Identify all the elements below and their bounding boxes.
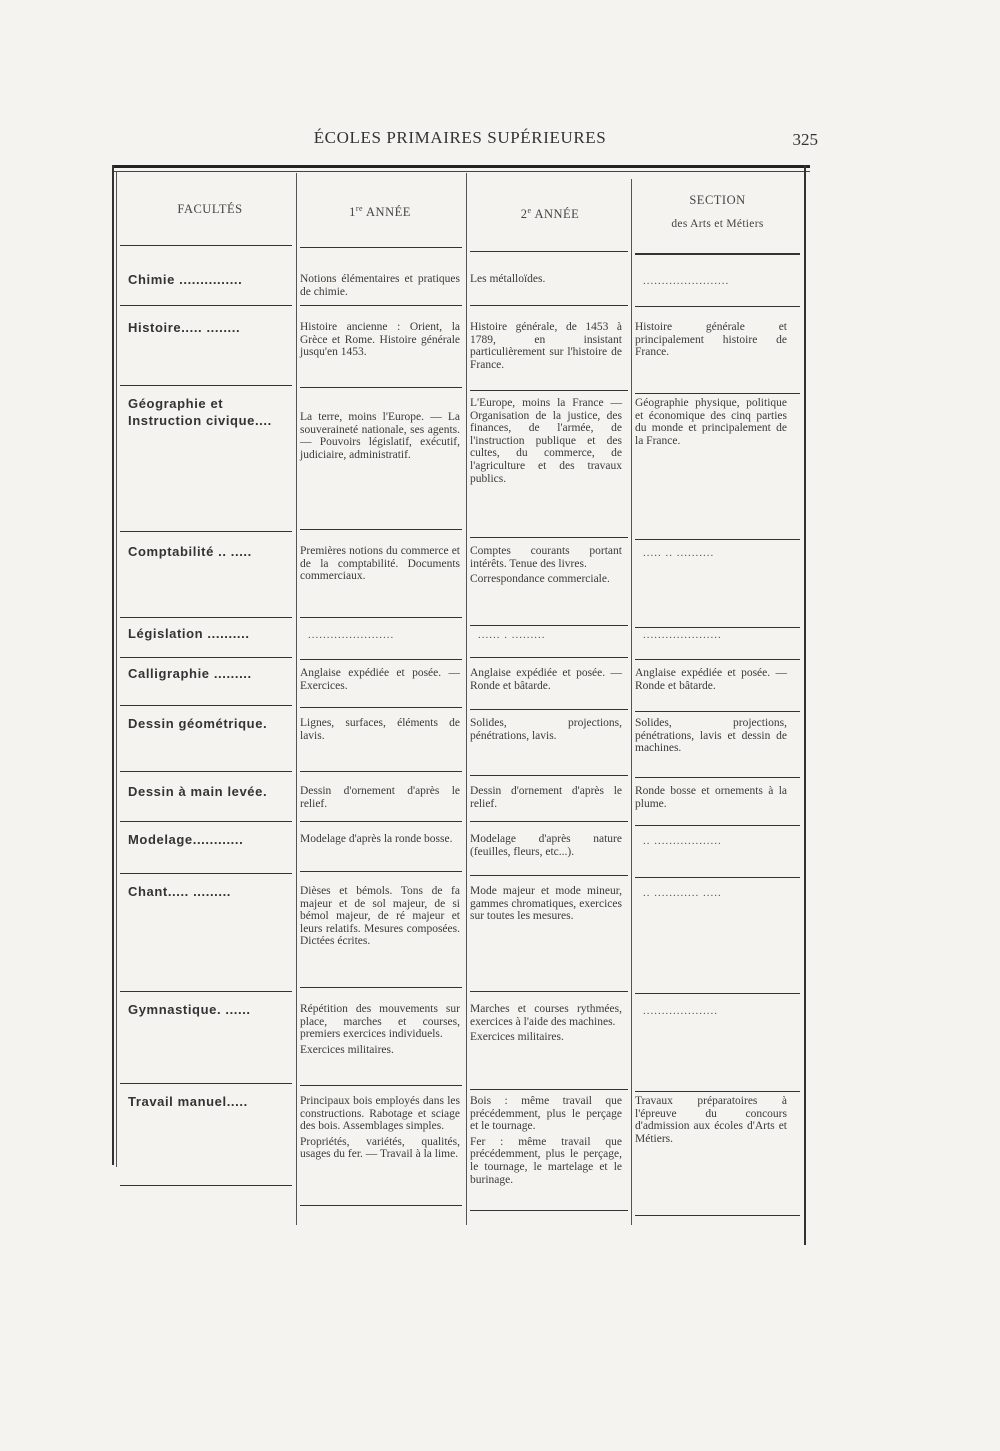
column-header-section-sub: des Arts et Métiers: [671, 218, 764, 230]
row-cell-sec-empty: .. ..................: [643, 835, 722, 847]
row-rule: [470, 305, 628, 306]
cell-paragraph: L'Europe, moins la France — Organisation de la justice, des finances, de l'armée, de l'instruction publique et des cultes, du commerce, de l'agriculture et des travaux publics.: [470, 397, 622, 485]
cell-paragraph: Dessin d'ornement d'après le relief.: [470, 785, 622, 810]
row-cell-a1: [300, 717, 460, 745]
cell-paragraph: La terre, moins l'Europe. — La souveraineté nationale, ses agents. — Pouvoirs législatif, exécutif, judiciaire, administratif.: [300, 411, 460, 461]
cell-paragraph: Solides, projections, pénétrations, lavis et dessin de machines.: [635, 717, 787, 755]
cell-paragraph: Solides, projections, pénétrations, lavis.: [470, 717, 622, 742]
column-header-annee-1: [300, 204, 460, 220]
row-rule: [470, 1210, 628, 1211]
row-cell-sec: [635, 667, 787, 695]
row-rule: [635, 711, 800, 712]
row-cell-a1: [300, 321, 460, 362]
row-rule: [120, 617, 292, 618]
row-cell-sec: [635, 717, 787, 758]
row-rule: [120, 1185, 292, 1186]
row-rule: [300, 707, 462, 708]
column-header-annee-1-label: ANNÉE: [366, 205, 411, 220]
row-rule: [300, 617, 462, 618]
cell-paragraph: Histoire ancienne : Orient, la Grèce et Rome. Histoire générale jusqu'en 1453.: [300, 321, 460, 359]
row-rule: [120, 1083, 292, 1084]
row-rule: [120, 821, 292, 822]
row-cell-sec: [635, 785, 787, 813]
row-rule: [470, 390, 628, 391]
row-cell-sec-empty: .....................: [643, 629, 722, 641]
row-cell-a1: [300, 833, 460, 849]
row-rule: [635, 993, 800, 994]
row-cell-a2: [470, 321, 622, 374]
row-cell-a2: [470, 1003, 622, 1047]
header-rule-col1: [120, 245, 292, 246]
cell-paragraph: Anglaise expédiée et posée. — Ronde et bâtarde.: [470, 667, 622, 692]
row-rule: [635, 777, 800, 778]
page-number: 325: [792, 130, 818, 149]
cell-paragraph: Dessin d'ornement d'après le relief.: [300, 785, 460, 810]
cell-paragraph: Anglaise expédiée et posée. — Ronde et bâtarde.: [635, 667, 787, 692]
row-subject: Législation ..........: [128, 626, 250, 641]
row-cell-a1: [300, 1003, 460, 1059]
row-rule: [120, 657, 292, 658]
cell-paragraph: Répétition des mouvements sur place, marches et courses, premiers exercices individuels.: [300, 1003, 460, 1041]
row-rule: [470, 1089, 628, 1090]
row-rule: [470, 991, 628, 992]
row-cell-a2: [470, 1095, 622, 1189]
row-rule: [300, 1205, 462, 1206]
row-cell-sec: [635, 321, 787, 362]
row-rule: [635, 627, 800, 628]
row-rule: [120, 385, 292, 386]
column-header-annee-2-sup: e: [527, 206, 532, 215]
row-subject: Comptabilité .. .....: [128, 544, 252, 559]
row-cell-a1: [300, 785, 460, 813]
row-rule: [300, 987, 462, 988]
table-right-border: [804, 165, 806, 1245]
row-cell-a2: [470, 885, 622, 926]
column-header-annee-2-num: 2: [520, 207, 528, 222]
row-rule: [120, 873, 292, 874]
row-rule: [120, 705, 292, 706]
row-rule: [635, 877, 800, 878]
row-cell-sec-empty: .. ............ .....: [643, 887, 722, 899]
cell-paragraph: Ronde bosse et ornements à la plume.: [635, 785, 787, 810]
cell-paragraph: Notions élémentaires et pratiques de chimie.: [300, 273, 460, 298]
row-rule: [300, 871, 462, 872]
row-cell-a1: [300, 411, 460, 464]
row-cell-a2: [470, 833, 622, 861]
cell-paragraph: Exercices militaires.: [300, 1043, 394, 1056]
cell-paragraph: Premières notions du commerce et de la comptabilité. Documents commerciaux.: [300, 545, 460, 583]
row-rule: [635, 659, 800, 660]
row-cell-a2: [470, 397, 622, 488]
row-cell-sec-empty: ....................: [643, 1005, 718, 1017]
row-rule: [120, 305, 292, 306]
cell-paragraph: Modelage d'après la ronde bosse.: [300, 833, 453, 845]
row-cell-sec: [635, 397, 787, 450]
row-cell-sec-empty: ..... .. ..........: [643, 547, 715, 559]
cell-paragraph: Dièses et bémols. Tons de fa majeur et de sol majeur, de si bémol majeur, de ré majeur et leurs relatifs. Mesures composées. Dictées écrites.: [300, 885, 460, 948]
cell-paragraph: Géographie physique, politique et économique des cinq parties du monde et principalement de la France.: [635, 397, 787, 447]
curriculum-table: [100, 165, 812, 1225]
row-cell-a2: [470, 785, 622, 813]
column-header-facultes: [130, 202, 290, 217]
row-rule: [300, 387, 462, 388]
cell-paragraph: Les métalloïdes.: [470, 273, 546, 285]
row-cell-a2: [470, 717, 622, 745]
row-rule: [300, 821, 462, 822]
cell-paragraph: Anglaise expédiée et posée. — Exercices.: [300, 667, 460, 692]
header-rule-col2: [300, 247, 462, 248]
row-cell-a1-empty: .......................: [308, 629, 395, 641]
table-top-rule-thin: [112, 171, 810, 172]
page-header-title: ÉCOLES PRIMAIRES SUPÉRIEURES: [313, 128, 607, 147]
row-rule: [470, 821, 628, 822]
table-left-border-inner: [116, 171, 117, 1167]
row-rule: [635, 825, 800, 826]
cell-paragraph: Correspondance commerciale.: [470, 573, 610, 586]
cell-paragraph: Comptes courants portant intérêts. Tenue des livres.: [470, 545, 622, 570]
column-header-annee-2: [470, 206, 630, 222]
cell-paragraph: Travaux préparatoires à l'épreuve du concours d'admission aux écoles d'Arts et Métiers.: [635, 1095, 787, 1145]
column-header-annee-1-sup: re: [355, 204, 364, 213]
row-subject: Histoire..... ........: [128, 320, 241, 335]
row-cell-a1: [300, 1095, 460, 1164]
row-rule: [300, 529, 462, 530]
row-rule: [635, 1215, 800, 1216]
row-cell-a1: [300, 273, 460, 301]
header-rule-col3: [470, 251, 628, 252]
row-rule: [635, 393, 800, 394]
table-left-border: [112, 165, 114, 1165]
cell-paragraph: Fer : même travail que précédemment, plus le perçage, le tournage, le martelage et le burinage.: [470, 1135, 622, 1186]
row-rule: [470, 875, 628, 876]
cell-paragraph: Histoire générale et principalement histoire de France.: [635, 321, 787, 359]
column-divider-2: [466, 173, 467, 1225]
row-rule: [470, 775, 628, 776]
cell-paragraph: Principaux bois employés dans les constructions. Rabotage et sciage des bois. Assemblages simples.: [300, 1095, 460, 1133]
row-subject: Chant..... .........: [128, 884, 232, 899]
cell-paragraph: Modelage d'après nature (feuilles, fleurs, etc...).: [470, 833, 622, 858]
header-rule-col4: [635, 253, 800, 255]
row-subject: Chimie ...............: [128, 272, 243, 287]
row-cell-a2: [470, 667, 622, 695]
row-rule: [635, 1091, 800, 1092]
column-header-annee-1-num: 1: [349, 205, 356, 220]
row-subject: Travail manuel.....: [128, 1094, 248, 1109]
cell-paragraph: Exercices militaires.: [470, 1031, 564, 1044]
row-cell-sec: [635, 1095, 787, 1148]
row-cell-a2: [470, 273, 622, 289]
row-cell-a1: [300, 667, 460, 695]
row-rule: [635, 539, 800, 540]
row-cell-a1: [300, 545, 460, 586]
cell-paragraph: Propriétés, variétés, qualités, usages du fer. — Travail à la lime.: [300, 1135, 460, 1161]
cell-paragraph: Mode majeur et mode mineur, gammes chromatiques, exercices sur toutes les mesures.: [470, 885, 622, 923]
row-rule: [470, 625, 628, 626]
cell-paragraph: Bois : même travail que précédemment, plus le perçage et le tournage.: [470, 1095, 622, 1133]
row-cell-a1: [300, 885, 460, 951]
row-rule: [470, 537, 628, 538]
cell-paragraph: Lignes, surfaces, éléments de lavis.: [300, 717, 460, 742]
row-cell-sec-empty: .......................: [643, 275, 730, 287]
row-cell-a2-empty: ...... . .........: [478, 629, 546, 641]
row-subject: Dessin géométrique.: [128, 716, 268, 731]
row-rule: [635, 306, 800, 307]
column-header-section: [635, 193, 800, 230]
row-rule: [300, 771, 462, 772]
row-rule: [120, 771, 292, 772]
row-subject: Gymnastique. ......: [128, 1002, 251, 1017]
row-rule: [120, 991, 292, 992]
row-cell-a2: [470, 545, 622, 589]
cell-paragraph: Histoire générale, de 1453 à 1789, en insistant particulièrement sur l'histoire de France.: [470, 321, 622, 371]
column-divider-1: [296, 173, 297, 1225]
column-header-section-title: SECTION: [689, 193, 746, 207]
column-header-annee-2-label: ANNÉE: [534, 207, 580, 222]
row-subject: Géographie et Instruction civique....: [128, 396, 272, 428]
row-rule: [300, 305, 462, 306]
row-rule: [300, 659, 462, 660]
row-subject: Dessin à main levée.: [128, 784, 268, 799]
row-subject: Calligraphie .........: [128, 666, 252, 681]
row-rule: [470, 709, 628, 710]
column-header-facultes-text: FACULTÉS: [177, 202, 243, 216]
row-rule: [300, 1085, 462, 1086]
row-subject: Modelage............: [128, 832, 244, 847]
row-rule: [470, 657, 628, 658]
cell-paragraph: Marches et courses rythmées, exercices à l'aide des machines.: [470, 1003, 622, 1028]
table-top-rule: [112, 165, 810, 168]
column-divider-3: [631, 179, 632, 1225]
row-rule: [120, 531, 292, 532]
